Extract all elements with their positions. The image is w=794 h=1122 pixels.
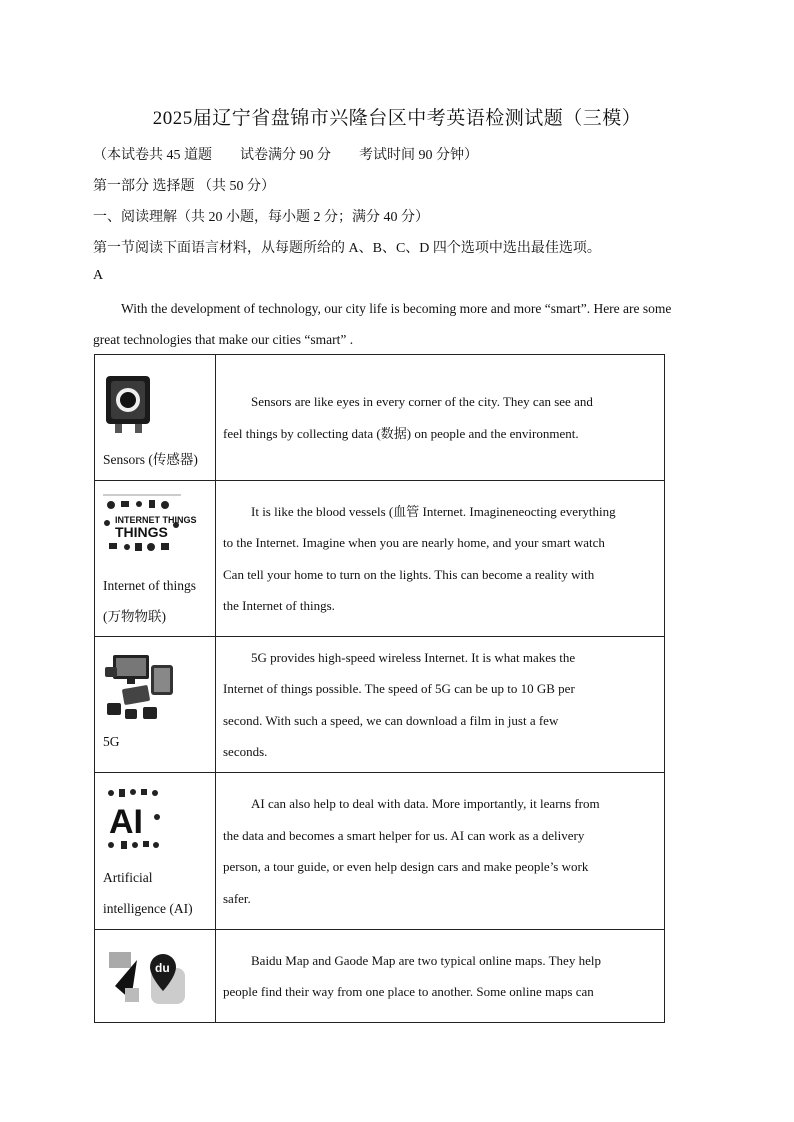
- instruction-text: 第一节阅读下面语言材料，从每题所给的 A、B、C、D 四个选项中选出最佳选项。: [93, 241, 601, 256]
- passage-intro: [93, 293, 703, 355]
- description-line: Sensors are like eyes in every corner of the city. They can see and: [251, 394, 593, 409]
- table-label-line: (万物物联): [103, 609, 166, 624]
- table-label-line: Sensors (传感器): [103, 452, 198, 467]
- description-line: person, a tour guide, or even help design cars and make people’s work: [223, 859, 589, 874]
- description-line: to the Internet. Imagine when you are nearly home, and your smart watch: [223, 535, 605, 550]
- section-one-heading: 一、阅读理解（共 20 小题，每小题 2 分；满分 40 分）: [93, 210, 429, 225]
- passage-intro-line-2: great technologies that make our cities “smart” .: [93, 332, 354, 347]
- description-line: AI can also help to deal with data. More importantly, it learns from: [251, 796, 600, 811]
- description-line: Can tell your home to turn on the lights. This can become a reality with: [223, 566, 595, 582]
- table-cell-description: [216, 930, 665, 1023]
- table-row: [95, 355, 665, 481]
- svg-text:AI: AI: [109, 803, 143, 841]
- description-line: feel things by collecting data (数据) on people and the environment.: [223, 425, 579, 441]
- page-title: 2025届辽宁省盘锦市兴隆台区中考英语检测试题（三模）: [152, 108, 642, 129]
- table-cell-description: [216, 481, 665, 637]
- exam-info: （本试卷共 45 道题 试卷满分 90 分 考试时间 90 分钟）: [93, 148, 478, 163]
- table-cell-image: [95, 355, 216, 481]
- table-cell-image: [95, 481, 216, 637]
- description-line: safer.: [223, 890, 251, 906]
- description-line: Internet of things possible. The speed of 5G can be up to 10 GB per: [223, 681, 575, 696]
- passage-intro-line-1: With the development of technology, our city life is becoming more and more “smart”. Here are some: [121, 301, 672, 316]
- passage-label: A: [93, 268, 104, 283]
- table-row: [95, 637, 665, 773]
- table-row: [95, 930, 665, 1023]
- part-one-heading: 第一部分 选择题 （共 50 分）: [93, 179, 275, 194]
- table-cell-image: [95, 637, 216, 773]
- table-label-line: 5G: [103, 734, 120, 749]
- svg-text:du: du: [155, 961, 170, 975]
- table-label-line: Artificial: [103, 870, 153, 885]
- table-cell-description: [216, 355, 665, 481]
- technology-table: [94, 354, 665, 1023]
- description-line: seconds.: [223, 744, 268, 759]
- ai-icon: [103, 787, 163, 853]
- table-cell-description: [216, 773, 665, 930]
- table-label-line: intelligence (AI): [103, 901, 193, 916]
- description-line: 5G provides high-speed wireless Internet. It is what makes the: [251, 649, 576, 665]
- online-maps-icon: [107, 948, 189, 1008]
- table-label-line: Internet of things: [103, 578, 196, 593]
- description-line: people find their way from one place to another. Some online maps can: [223, 984, 594, 999]
- svg-text:INTERNET THINGS: INTERNET THINGS: [115, 515, 197, 525]
- table-cell-image: [95, 930, 216, 1023]
- description-line: Baidu Map and Gaode Map are two typical online maps. They help: [251, 952, 601, 968]
- description-line: the Internet of things.: [223, 598, 335, 613]
- table-row: [95, 773, 665, 930]
- 5g-devices-icon: [103, 653, 175, 723]
- table-cell-description: [216, 637, 665, 773]
- description-line: It is like the blood vessels (血管 Internet. Imagineneocting everything: [251, 503, 616, 519]
- internet-of-things-icon: [103, 493, 197, 557]
- sensor-icon: [103, 373, 155, 437]
- description-line: second. With such a speed, we can download a film in just a few: [223, 712, 559, 728]
- table-row: [95, 481, 665, 637]
- svg-text:THINGS: THINGS: [115, 524, 168, 540]
- table-cell-image: [95, 773, 216, 930]
- description-line: the data and becomes a smart helper for us. AI can work as a delivery: [223, 827, 585, 843]
